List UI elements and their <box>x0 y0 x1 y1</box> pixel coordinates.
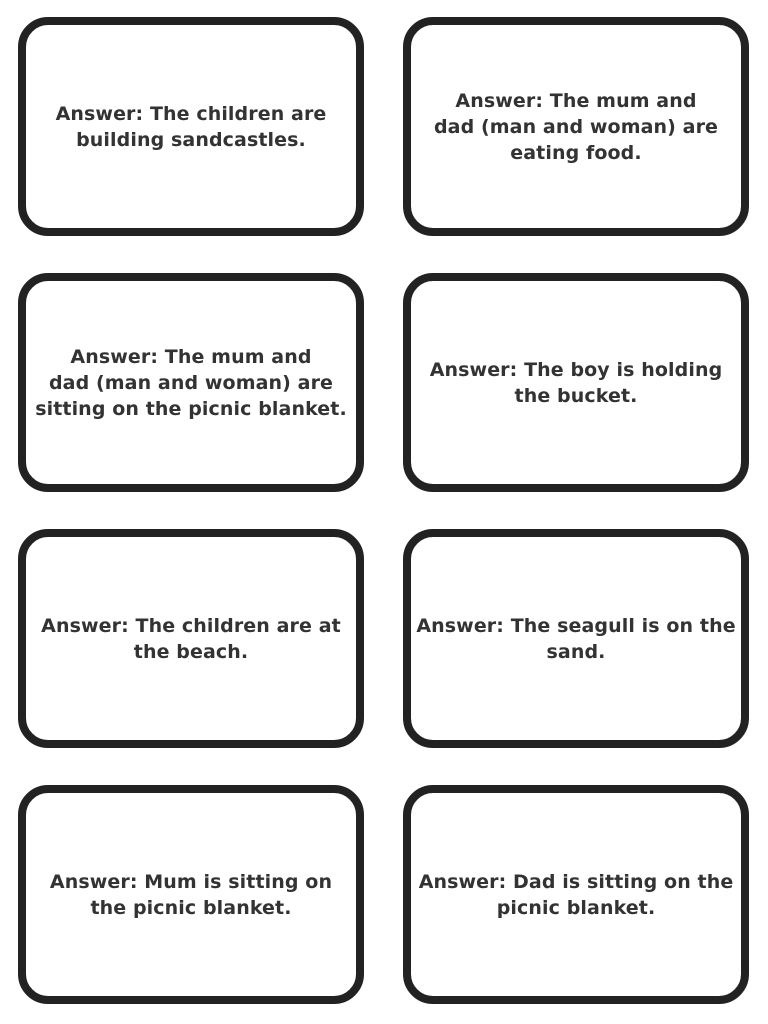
answer-line: dad (man and woman) are <box>433 115 719 138</box>
answer-line: the picnic blanket. <box>90 896 292 919</box>
answer-card <box>18 529 364 748</box>
answer-line: Answer: Mum is sitting on <box>49 870 333 893</box>
answer-line: Answer: The children are <box>55 102 327 125</box>
answer-text <box>41 613 341 665</box>
answer-card <box>403 529 749 748</box>
answer-text <box>434 88 718 166</box>
answer-card <box>403 273 749 492</box>
answer-card <box>403 17 749 236</box>
answer-line: the beach. <box>133 640 249 663</box>
answer-text <box>430 357 723 409</box>
answer-text <box>56 101 327 153</box>
answer-line: dad (man and woman) are <box>48 371 334 394</box>
answer-line: Answer: The seagull is on the <box>416 614 736 637</box>
answer-text <box>419 869 734 921</box>
answer-line: eating food. <box>510 141 642 164</box>
answer-line: Answer: Dad is sitting on the <box>418 870 734 893</box>
answer-text <box>416 613 735 665</box>
answer-line: Answer: The children are at <box>41 614 341 637</box>
answer-line: sitting on the picnic blanket. <box>35 397 347 420</box>
answer-card <box>403 785 749 1004</box>
answer-text <box>35 344 347 422</box>
answer-text <box>50 869 332 921</box>
answer-line: Answer: The boy is holding <box>429 358 723 381</box>
answer-line: Answer: The mum and <box>455 89 697 112</box>
answer-line: Answer: The mum and <box>70 345 312 368</box>
answer-card <box>18 17 364 236</box>
answer-line: picnic blanket. <box>496 896 656 919</box>
answer-line: building sandcastles. <box>76 128 306 151</box>
answer-card <box>18 273 364 492</box>
answer-card <box>18 785 364 1004</box>
answer-line: sand. <box>546 640 606 663</box>
answer-line: the bucket. <box>514 384 638 407</box>
